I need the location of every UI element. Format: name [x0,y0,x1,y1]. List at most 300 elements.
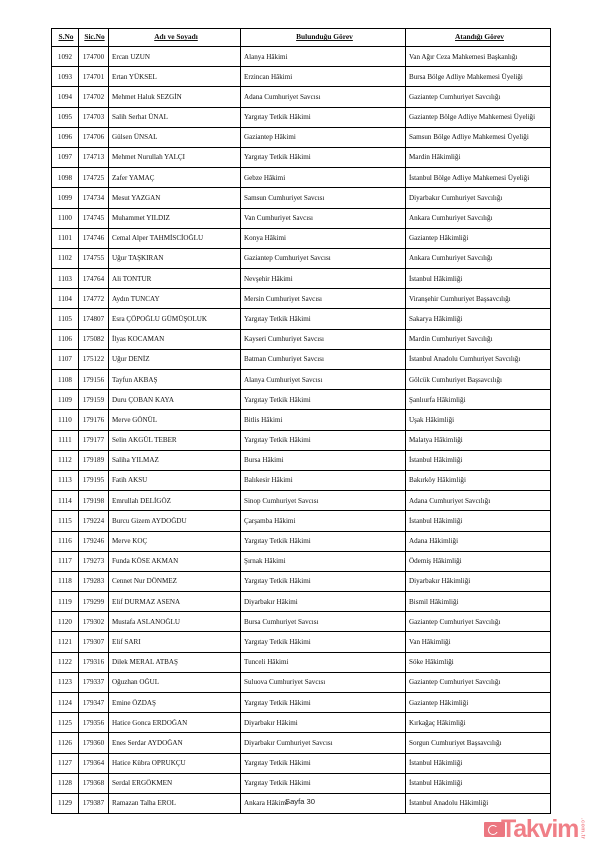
cell-name [109,551,241,571]
table-row [52,309,551,329]
cell-assigned-text: Van Hâkimliği [409,637,451,646]
cell-sicno [79,208,109,228]
cell-current-text: Yargıtay Tetkik Hâkimi [244,153,311,162]
cell-sicno [79,410,109,430]
cell-assigned [406,410,551,430]
cell-name [109,309,241,329]
cell-sno [52,531,79,551]
cell-assigned-text: Gaziantep Hâkimliği [409,698,469,707]
cell-sno [52,269,79,289]
cell-sno-text: 1123 [58,678,72,687]
table-row [52,410,551,430]
cell-name-text: Hatice Gonca ERDOĞAN [112,718,188,727]
cell-sicno-text: 179364 [82,759,105,768]
cell-current-text: Ankara Hâkimi [244,799,288,808]
cell-sicno-text: 174700 [82,52,105,61]
cell-name-text: Mehmet Haluk SEZGİN [112,92,182,101]
cell-sicno [79,127,109,147]
cell-current-text: Gaziantep Cumhuriyet Savcısı [244,254,331,263]
cell-name [109,571,241,591]
cell-assigned [406,773,551,793]
table-row [52,47,551,67]
cell-current [241,632,406,652]
cell-sicno-text: 179177 [82,436,105,445]
cell-assigned [406,672,551,692]
column-header-sno-label: S.No [58,32,74,42]
cell-name-text: Gülsen ÜNSAL [112,133,158,142]
cell-current [241,67,406,87]
cell-current [241,733,406,753]
cell-sicno [79,773,109,793]
cell-assigned [406,269,551,289]
cell-sno [52,571,79,591]
cell-sno-text: 1099 [57,193,73,202]
cell-current-text: Kayseri Cumhuriyet Savcısı [244,335,324,344]
cell-current-text: Yargıtay Tetkik Hâkimi [244,395,311,404]
cell-sno-text: 1092 [57,52,73,61]
cell-name-text: Elif SARI [112,637,141,646]
cell-name [109,430,241,450]
cell-assigned-text: Mardin Cumhuriyet Savcılığı [409,335,493,344]
cell-sno [52,632,79,652]
cell-assigned-text: İstanbul Hâkimliği [409,759,463,768]
cell-sno [52,410,79,430]
cell-current-text: Yargıtay Tetkik Hâkimi [244,698,311,707]
cell-sno [52,511,79,531]
cell-sicno [79,470,109,490]
cell-assigned-text: Van Ağır Ceza Mahkemesi Başkanlığı [409,52,518,61]
cell-name [109,511,241,531]
cell-assigned-text: Kırkağaç Hâkimliği [409,718,466,727]
cell-current-text: Yargıtay Tetkik Hâkimi [244,436,311,445]
cell-name-text: İlyas KOCAMAN [112,335,165,344]
cell-sicno [79,188,109,208]
cell-sno [52,87,79,107]
cell-current-text: Yargıtay Tetkik Hâkimi [244,759,311,768]
cell-name-text: Emrullah DELİGÖZ [112,496,171,505]
cell-sicno-text: 179156 [82,375,105,384]
cell-assigned-text: İstanbul Hâkimliği [409,274,463,283]
cell-sicno [79,67,109,87]
cell-sicno-text: 174725 [82,173,105,182]
cell-sno-text: 1113 [58,476,72,485]
table-row [52,491,551,511]
cell-current-text: Yargıtay Tetkik Hâkimi [244,537,311,546]
cell-assigned [406,208,551,228]
cell-name [109,773,241,793]
cell-sno-text: 1106 [58,335,72,344]
cell-name-text: Ali TONTUR [112,274,152,283]
cell-name-text: Mustafa ASLANOĞLU [112,617,180,626]
cell-current-text: Mersin Cumhuriyet Savcısı [244,294,323,303]
cell-current-text: Şırnak Hâkimi [244,557,286,566]
cell-sno [52,329,79,349]
cell-current-text: Yargıtay Tetkik Hâkimi [244,314,311,323]
column-header-name [109,29,241,47]
cell-sno [52,672,79,692]
cell-assigned [406,147,551,167]
cell-current-text: Alanya Hâkimi [244,52,288,61]
cell-sno [52,551,79,571]
cell-sno-text: 1101 [58,234,72,243]
cell-sno [52,773,79,793]
cell-sno-text: 1097 [57,153,73,162]
table-row [52,450,551,470]
cell-current [241,370,406,390]
cell-sicno [79,571,109,591]
cell-assigned-text: Sorgun Cumhuriyet Başsavcılığı [409,738,502,747]
cell-name-text: Muhammet YILDIZ [112,214,170,223]
cell-name [109,733,241,753]
cell-current [241,329,406,349]
cell-sno-text: 1112 [58,456,72,465]
cell-name-text: Esra ÇÖPOĞLU GÜMÜŞOLUK [112,314,207,323]
cell-assigned-text: Diyarbakır Hâkimliği [409,577,471,586]
cell-name [109,632,241,652]
cell-name [109,349,241,369]
cell-name [109,491,241,511]
cell-current [241,127,406,147]
cell-sno-text: 1118 [58,577,72,586]
cell-current-text: Suluova Cumhuriyet Savcısı [244,678,326,687]
cell-name [109,147,241,167]
cell-sicno [79,753,109,773]
cell-sno [52,67,79,87]
table-row [52,672,551,692]
cell-name-text: Merve GÖNÜL [112,415,158,424]
cell-current-text: Bursa Hâkimi [244,456,284,465]
watermark-brand-text: Takvim [501,814,579,843]
cell-name-text: Dilek MERAL ATBAŞ [112,658,178,667]
cell-assigned [406,450,551,470]
table-row [52,511,551,531]
table-row [52,652,551,672]
column-header-current-post [241,29,406,47]
cell-assigned [406,733,551,753]
cell-name-text: Merve KOÇ [112,537,148,546]
cell-name [109,713,241,733]
cell-assigned-text: Adana Cumhuriyet Savcılığı [409,496,491,505]
cell-name [109,168,241,188]
cell-current [241,248,406,268]
cell-sicno-text: 179347 [82,698,105,707]
cell-sicno [79,107,109,127]
table-row [52,773,551,793]
cell-current [241,410,406,430]
cell-sno [52,430,79,450]
cell-sicno-text: 179360 [82,738,105,747]
cell-sicno-text: 174703 [82,113,105,122]
cell-name-text: Aydın TUNCAY [112,294,160,303]
cell-name-text: Oğuzhan OĞUL [112,678,160,687]
cell-assigned [406,67,551,87]
cell-sicno [79,450,109,470]
cell-name-text: Ertan YÜKSEL [112,72,157,81]
cell-name [109,531,241,551]
cell-name-text: Salih Serhat ÜNAL [112,113,168,122]
cell-assigned-text: Bakırköy Hâkimliği [409,476,466,485]
column-header-assigned-post [406,29,551,47]
cell-sicno-text: 179195 [82,476,105,485]
table-row [52,430,551,450]
cell-sno-text: 1127 [58,759,72,768]
cell-sicno [79,168,109,188]
cell-current [241,228,406,248]
cell-current-text: Konya Hâkimi [244,234,286,243]
cell-sicno-text: 179189 [82,456,105,465]
cell-current [241,168,406,188]
cell-name-text: Mehmet Nurullah YALÇI [112,153,186,162]
table-row [52,107,551,127]
cell-sno-text: 1116 [58,537,72,546]
cell-sno-text: 1096 [57,133,73,142]
cell-assigned [406,571,551,591]
cell-name-text: Elif DURMAZ ASENA [112,597,181,606]
cell-sicno [79,672,109,692]
column-header-assigned-post-label: Atandığı Görev [455,32,504,42]
takvim-watermark [484,812,596,846]
cell-sicno-text: 179224 [82,516,105,525]
cell-assigned [406,632,551,652]
cell-sicno-text: 175122 [82,355,105,364]
cell-sno [52,208,79,228]
cell-assigned [406,612,551,632]
cell-assigned-text: Gaziantep Hâkimliği [409,234,469,243]
cell-current [241,672,406,692]
table-header [52,29,551,47]
cell-sicno [79,248,109,268]
cell-name-text: Funda KÖSE AKMAN [112,557,179,566]
cell-assigned-text: Gaziantep Cumhuriyet Savcılığı [409,678,501,687]
cell-sicno-text: 179283 [82,577,105,586]
cell-name [109,87,241,107]
cell-sicno-text: 174706 [82,133,105,142]
cell-current [241,188,406,208]
cell-sno-text: 1102 [58,254,72,263]
cell-name-text: Duru ÇOBAN KAYA [112,395,175,404]
cell-current [241,531,406,551]
cell-name [109,672,241,692]
cell-sicno-text: 175082 [82,335,105,344]
page-number-label: Sayfa 30 [285,797,315,806]
cell-sno [52,612,79,632]
cell-assigned [406,329,551,349]
cell-current [241,713,406,733]
cell-assigned-text: Malatya Hâkimliği [409,436,463,445]
table-row [52,289,551,309]
cell-sicno-text: 174702 [82,92,105,101]
cell-sno [52,713,79,733]
cell-assigned-text: Gölcük Cumhuriyet Başsavcılığı [409,375,502,384]
cell-current [241,47,406,67]
cell-assigned-text: İstanbul Anadolu Hâkimliği [409,799,489,808]
cell-name-text: Mesut YAZGAN [112,193,161,202]
cell-current-text: Tunceli Hâkimi [244,658,289,667]
cell-current-text: Bitlis Hâkimi [244,415,283,424]
cell-name [109,228,241,248]
cell-sno [52,470,79,490]
cell-name [109,612,241,632]
cell-sicno [79,329,109,349]
cell-sno-text: 1115 [58,516,72,525]
cell-current-text: Gaziantep Hâkimi [244,133,296,142]
cell-sno-text: 1095 [57,113,73,122]
cell-current-text: Batman Cumhuriyet Savcısı [244,355,324,364]
cell-assigned [406,592,551,612]
cell-sicno-text: 174701 [82,72,105,81]
cell-assigned [406,652,551,672]
cell-current-text: Gebze Hâkimi [244,173,286,182]
cell-sicno-text: 179159 [82,395,105,404]
cell-current [241,491,406,511]
cell-sno-text: 1121 [58,637,72,646]
table-body [52,47,551,814]
cell-name [109,329,241,349]
column-header-sno [52,29,79,47]
cell-name [109,753,241,773]
cell-name-text: Uğur DENİZ [112,355,150,364]
table-row [52,612,551,632]
cell-current [241,470,406,490]
column-header-name-label: Adı ve Soyadı [154,32,198,42]
cell-name [109,289,241,309]
cell-assigned [406,168,551,188]
cell-sicno [79,47,109,67]
column-header-sicno-label: Sic.No [84,32,105,42]
cell-current-text: Yargıtay Tetkik Hâkimi [244,637,311,646]
cell-assigned-text: Gaziantep Cumhuriyet Savcılığı [409,617,501,626]
cell-name [109,269,241,289]
cell-sno-text: 1093 [57,72,73,81]
cell-sicno-text: 179356 [82,718,105,727]
cell-sicno [79,551,109,571]
table-row [52,349,551,369]
cell-sno-text: 1117 [58,557,72,566]
cell-sicno [79,430,109,450]
cell-assigned [406,491,551,511]
cell-current [241,753,406,773]
cell-name [109,188,241,208]
table-row [52,269,551,289]
table-row [52,370,551,390]
cell-assigned [406,87,551,107]
cell-sicno-text: 179316 [82,658,105,667]
cell-sicno-text: 174772 [82,294,105,303]
cell-assigned [406,349,551,369]
cell-sno-text: 1107 [58,355,72,364]
cell-current-text: Balıkesir Hâkimi [244,476,293,485]
cell-name-text: Ercan UZUN [112,52,151,61]
cell-current-text: Sinop Cumhuriyet Savcısı [244,496,319,505]
cell-sno [52,753,79,773]
cell-assigned [406,430,551,450]
cell-assigned [406,107,551,127]
cell-sno [52,147,79,167]
cell-name [109,47,241,67]
cell-current [241,450,406,470]
cell-sno [52,168,79,188]
cell-sno-text: 1108 [58,375,72,384]
cell-current [241,652,406,672]
table-row [52,87,551,107]
cell-sicno [79,87,109,107]
cell-name-text: Cemal Alper TAHMİSCİOĞLU [112,234,204,243]
cell-assigned-text: İstanbul Anadolu Cumhuriyet Savcılığı [409,355,521,364]
cell-sicno [79,693,109,713]
table-row [52,67,551,87]
cell-name-text: Burcu Gizem AYDOĞDU [112,516,187,525]
cell-sno [52,188,79,208]
cell-current-text: Yargıtay Tetkik Hâkimi [244,113,311,122]
cell-current [241,208,406,228]
cell-assigned-text: Viranşehir Cumhuriyet Başsavcılığı [409,294,511,303]
cell-sicno [79,612,109,632]
cell-sno-text: 1103 [58,274,72,283]
table-row [52,248,551,268]
cell-sno [52,47,79,67]
cell-name [109,693,241,713]
cell-assigned [406,693,551,713]
cell-current-text: Bursa Cumhuriyet Savcısı [244,617,319,626]
cell-name [109,208,241,228]
cell-current [241,511,406,531]
cell-name-text: Enes Serdar AYDOĞAN [112,738,183,747]
cell-name [109,652,241,672]
cell-sicno-text: 174764 [82,274,105,283]
cell-current [241,349,406,369]
cell-assigned-text: Bismil Hâkimliği [409,597,459,606]
cell-sno-text: 1105 [58,314,72,323]
table-row [52,713,551,733]
cell-sno-text: 1094 [57,92,73,101]
cell-current-text: Diyarbakır Hâkimi [244,597,298,606]
cell-assigned [406,753,551,773]
table-row [52,551,551,571]
cell-current-text: Yargıtay Tetkik Hâkimi [244,779,311,788]
cell-current-text: Nevşehir Hâkimi [244,274,293,283]
watermark-tld-text: .com.tr [579,818,586,840]
cell-sicno [79,309,109,329]
cell-sno [52,491,79,511]
cell-current-text: Adana Cumhuriyet Savcısı [244,92,321,101]
cell-sno-text: 1126 [58,738,72,747]
column-header-current-post-label: Bulunduğu Görev [296,32,353,42]
cell-name [109,370,241,390]
cell-assigned-text: İstanbul Hâkimliği [409,516,463,525]
cell-assigned [406,309,551,329]
cell-sno [52,592,79,612]
cell-name-text: Tayfun AKBAŞ [112,375,158,384]
cell-sno-text: 1100 [58,214,72,223]
cell-sno [52,107,79,127]
table-row [52,390,551,410]
table-row [52,592,551,612]
cell-name [109,390,241,410]
cell-sicno-text: 179368 [82,779,105,788]
table-row [52,571,551,591]
table-row [52,470,551,490]
cell-assigned [406,228,551,248]
cell-current [241,571,406,591]
table-row [52,127,551,147]
cell-current-text: Yargıtay Tetkik Hâkimi [244,577,311,586]
cell-current-text: Diyarbakır Cumhuriyet Savcısı [244,738,333,747]
cell-current [241,551,406,571]
cell-name-text: Hatice Kübra OPRUKÇU [112,759,186,768]
cell-name [109,410,241,430]
cell-assigned [406,551,551,571]
cell-name [109,107,241,127]
